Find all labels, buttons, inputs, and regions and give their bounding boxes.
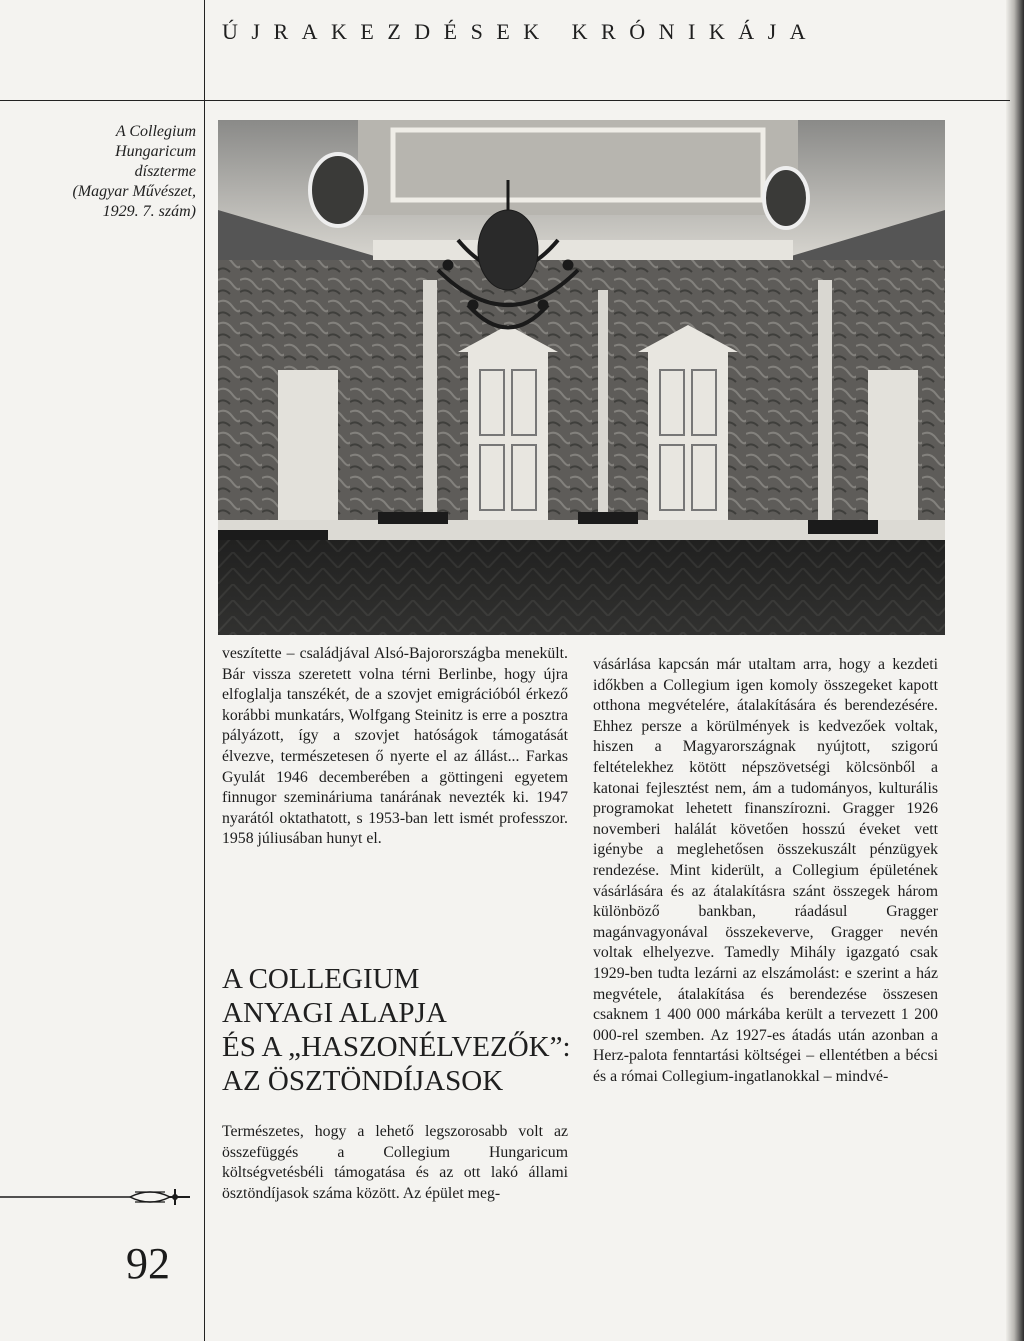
ballroom-photo-illustration <box>218 120 945 635</box>
body-text-column-1: veszítette – családjával Alsó-Bajorországba menekült. Bár vissza szeretett volna térni Berlinbe, hogy újra elfoglalja tanszékét, de a szovjet emigrációból érkező korábbi munkatárs, Wolfgang Steinitz is erre a posztra pályázott, így a szovjet hatóságok támogatását élvezve, természetesen ő nyerte el az állást... Farkas Gyulát 1946 decemberében a göttingeni egyetem finnugor szemináriuma tanárának nevezték ki. 1947 nyarától oktathatott, s 1953-ban lett ismét professzor. 1958 júliusában hunyt el. <box>222 645 568 848</box>
door-right <box>638 325 738 520</box>
heading-line: ANYAGI ALAPJA <box>222 997 447 1029</box>
page-number: 92 <box>126 1239 170 1288</box>
body-text-column-2: vásárlása kapcsán már utaltam arra, hogy a kezdeti időkben a Collegium igen komoly összegeket kapott otthona megvételére, átalakítására és berendezésére. Ehhez persze a körülmények is kedvezőek voltak, hiszen a Magyarországnak nyújtott, szigorú feltételekhez kötött népszövetségi kölcsönből a katonai fejlesztést nem, ám a tudományos, kulturális programokat lehetett finanszírozni. Gragger 1926 novemberi halálát követően hosszú éveket vett igénybe a meglehetősen összekuszált pénzügyek rendezése. Mint kiderült, a Collegium épületének vásárlására és az átalakításra szánt összegek három különböző bankban, ráadásul Gragger magánvagyonával összekeverve, Gragger nevén voltak elhelyezve. Tamedly Mihály igazgató csak 1929-ben tudta lezárni az elszámolást: e szerint a ház megvétele, átalakítása és berendezése összesen csaknem 1 400 000 márkába került a tervezett 1 200 000-rel szemben. Az 1927-es átadás után azonban a Herz-palota fenntartási költségei – ellentétben a bécsi és a római Collegium-ingatlanokkal – mindvé- <box>593 656 938 1085</box>
door-left <box>458 325 558 520</box>
photo-caption <box>60 122 196 222</box>
section-heading <box>222 962 571 1098</box>
caption-line: Hungaricum <box>115 143 196 160</box>
margin-vertical-rule <box>204 0 205 1341</box>
heading-line: AZ ÖSZTÖNDÍJASOK <box>222 1065 504 1097</box>
heading-line: ÉS A „HASZONÉLVEZŐK”: <box>222 1031 571 1063</box>
caption-line: 1929. 7. szám) <box>102 203 196 220</box>
page-gutter-edge <box>1006 0 1024 1341</box>
header-horizontal-rule <box>0 100 1010 101</box>
body-text-column-1-continued: Természetes, hogy a lehető legszorosabb volt az összefüggés a Collegium Hungaricum költségvetésbéli támogatása és az ott lakó állami ösztöndíjasok száma között. Az épület meg- <box>222 1123 568 1202</box>
ballroom-photo <box>218 120 945 635</box>
caption-line: (Magyar Művészet, <box>72 183 196 200</box>
running-head: ÚJRAKEZDÉSEK KRÓNIKÁJA <box>222 19 820 44</box>
caption-line: díszterme <box>134 163 196 180</box>
caption-line: A Collegium <box>115 123 196 140</box>
heading-line: A COLLEGIUM <box>222 963 420 995</box>
decorative-rule-ornament-icon <box>0 1185 205 1209</box>
